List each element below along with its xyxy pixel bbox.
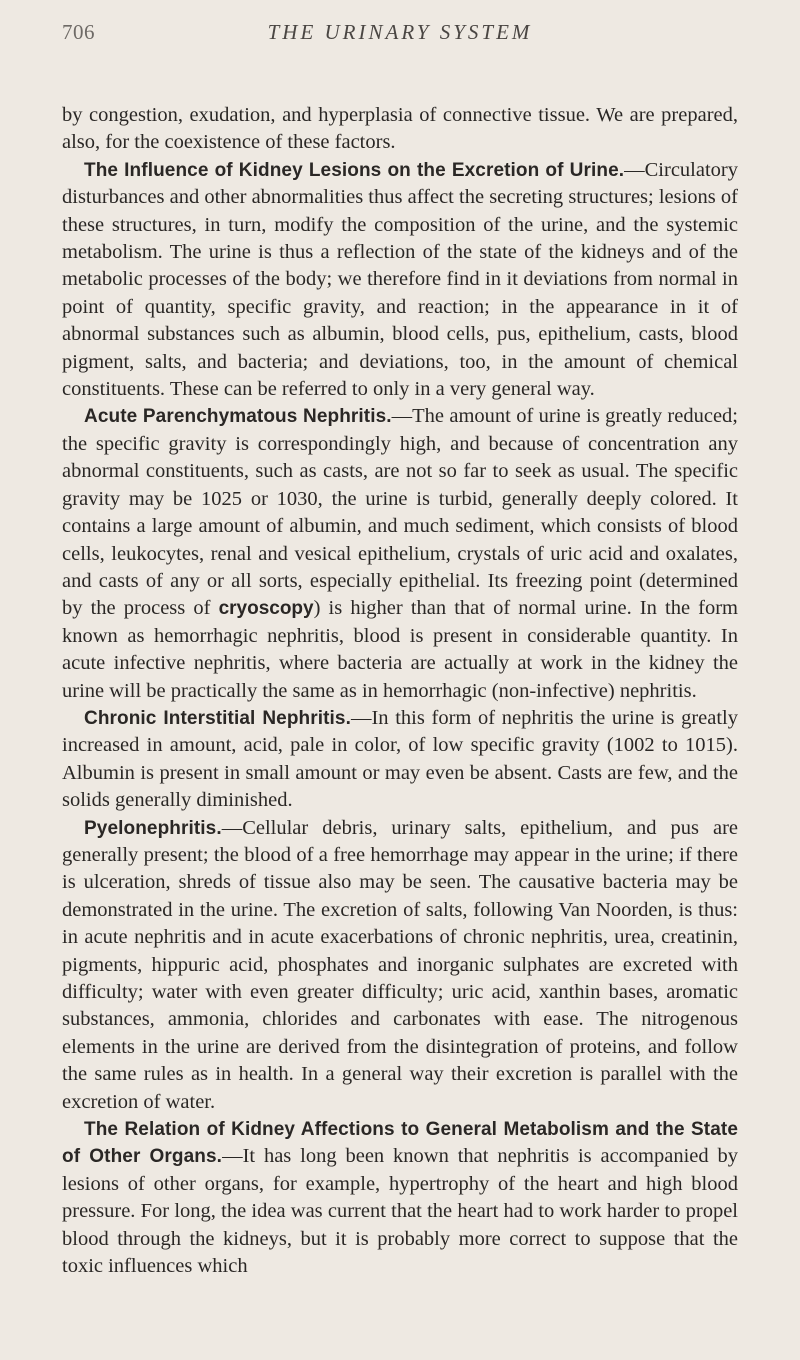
page-number: 706 bbox=[62, 20, 95, 44]
section-heading: Chronic Interstitial Nephritis. bbox=[84, 707, 351, 729]
page-header bbox=[62, 20, 738, 60]
paragraph-acute-parenchymatous-nephritis bbox=[62, 403, 738, 704]
paragraph-text: —Cellular debris, urinary salts, epithelium, and pus are generally present; the blood of a free hemorrhage may appear in the urine; if there is ulceration, shreds of tissue also may be seen. The causative bacteria may be demonstrated in the urine. The excretion of salts, following Van Noorden, is thus: in acute nephritis and in acute exacerbations of chronic nephritis, urea, creatinin, pigments, hippuric acid, phosphates and inorganic sulphates are excreted with difficulty; water with even greater difficulty; uric acid, xanthin bases, aromatic substances, ammonia, chlorides and carbonates with ease. The nitrogenous elements in the urine are derived from the disintegration of proteins, and follow the same rules as in health. In a general way their excretion is parallel with the excretion of water. bbox=[62, 816, 738, 1113]
paragraph-text: —Circulatory disturbances and other abnormalities thus affect the secreting structures; lesions of these structures, in turn, modify the composition of the urine, and the systemic metabolism. The urine is thus a reflection of the state of the kidneys and of the metabolic processes of the body; we therefore find in it deviations from normal in point of quantity, specific gravity, and reaction; in the appearance in it of abnormal substances such as albumin, blood cells, pus, epithelium, casts, blood pigment, salts, and bacteria; and deviations, too, in the amount of chemical constituents. These can be referred to only in a very general way. bbox=[62, 158, 738, 401]
paragraph-text: ) is higher than that of normal urine. In the form known as hemorrhagic nephritis, blood is present in considerable quantity. In acute infective nephritis, where bacteria are actually at work in the kidney the urine will be practically the same as in hemorrhagic (non-infective) nephritis. bbox=[62, 597, 739, 702]
paragraph-text: —It has long been known that nephritis is accompanied by lesions of other organs, for example, hypertrophy of the heart and high blood pressure. For long, the idea was current that the heart had to work harder to propel blood through the kidneys, but it is probably more correct to suppose that the toxic influences which bbox=[62, 1145, 738, 1278]
section-heading: Acute Parenchymatous Nephritis. bbox=[84, 406, 392, 428]
paragraph-pyelonephritis bbox=[62, 815, 738, 1116]
paragraph-text: —In this form of nephritis the urine is greatly increased in amount, acid, pale in color, of low specific gravity (1002 to 1015). Albumin is present in small amount or may even be absent. Casts are few, and the solids generally diminished. bbox=[62, 706, 738, 812]
bold-term: cryoscopy bbox=[218, 598, 314, 620]
paragraph-relation-to-general-metabolism bbox=[62, 1116, 738, 1280]
paragraph-influence-of-kidney-lesions bbox=[62, 157, 738, 404]
body-text bbox=[62, 102, 738, 1280]
section-heading: The Relation of Kidney Affections to General Metabolism and the State of Other Organs. bbox=[62, 1119, 738, 1168]
paragraph-text: by congestion, exudation, and hyperplasia of connective tissue. We are prepared, also, for the coexistence of these factors. bbox=[62, 104, 738, 154]
section-heading: Pyelonephritis. bbox=[84, 817, 222, 839]
section-heading: The Influence of Kidney Lesions on the Excretion of Urine. bbox=[84, 159, 625, 181]
paragraph-chronic-interstitial-nephritis bbox=[62, 705, 738, 815]
running-head: THE URINARY SYSTEM bbox=[267, 20, 533, 44]
paragraph-continuation bbox=[62, 102, 738, 157]
paragraph-text: —The amount of urine is greatly reduced; the specific gravity is correspondingly high, and because of concentration any abnormal constituents, such as casts, are not so far to seek as usual. The specific gravity may be 1025 or 1030, the urine is turbid, generally deeply colored. It contains a large amount of albumin, and much sediment, which consists of blood cells, leukocytes, renal and vesical epithelium, crystals of uric acid and oxalates, and casts of any or all sorts, especially epithelial. Its freezing point (determined by the process of bbox=[62, 405, 739, 620]
